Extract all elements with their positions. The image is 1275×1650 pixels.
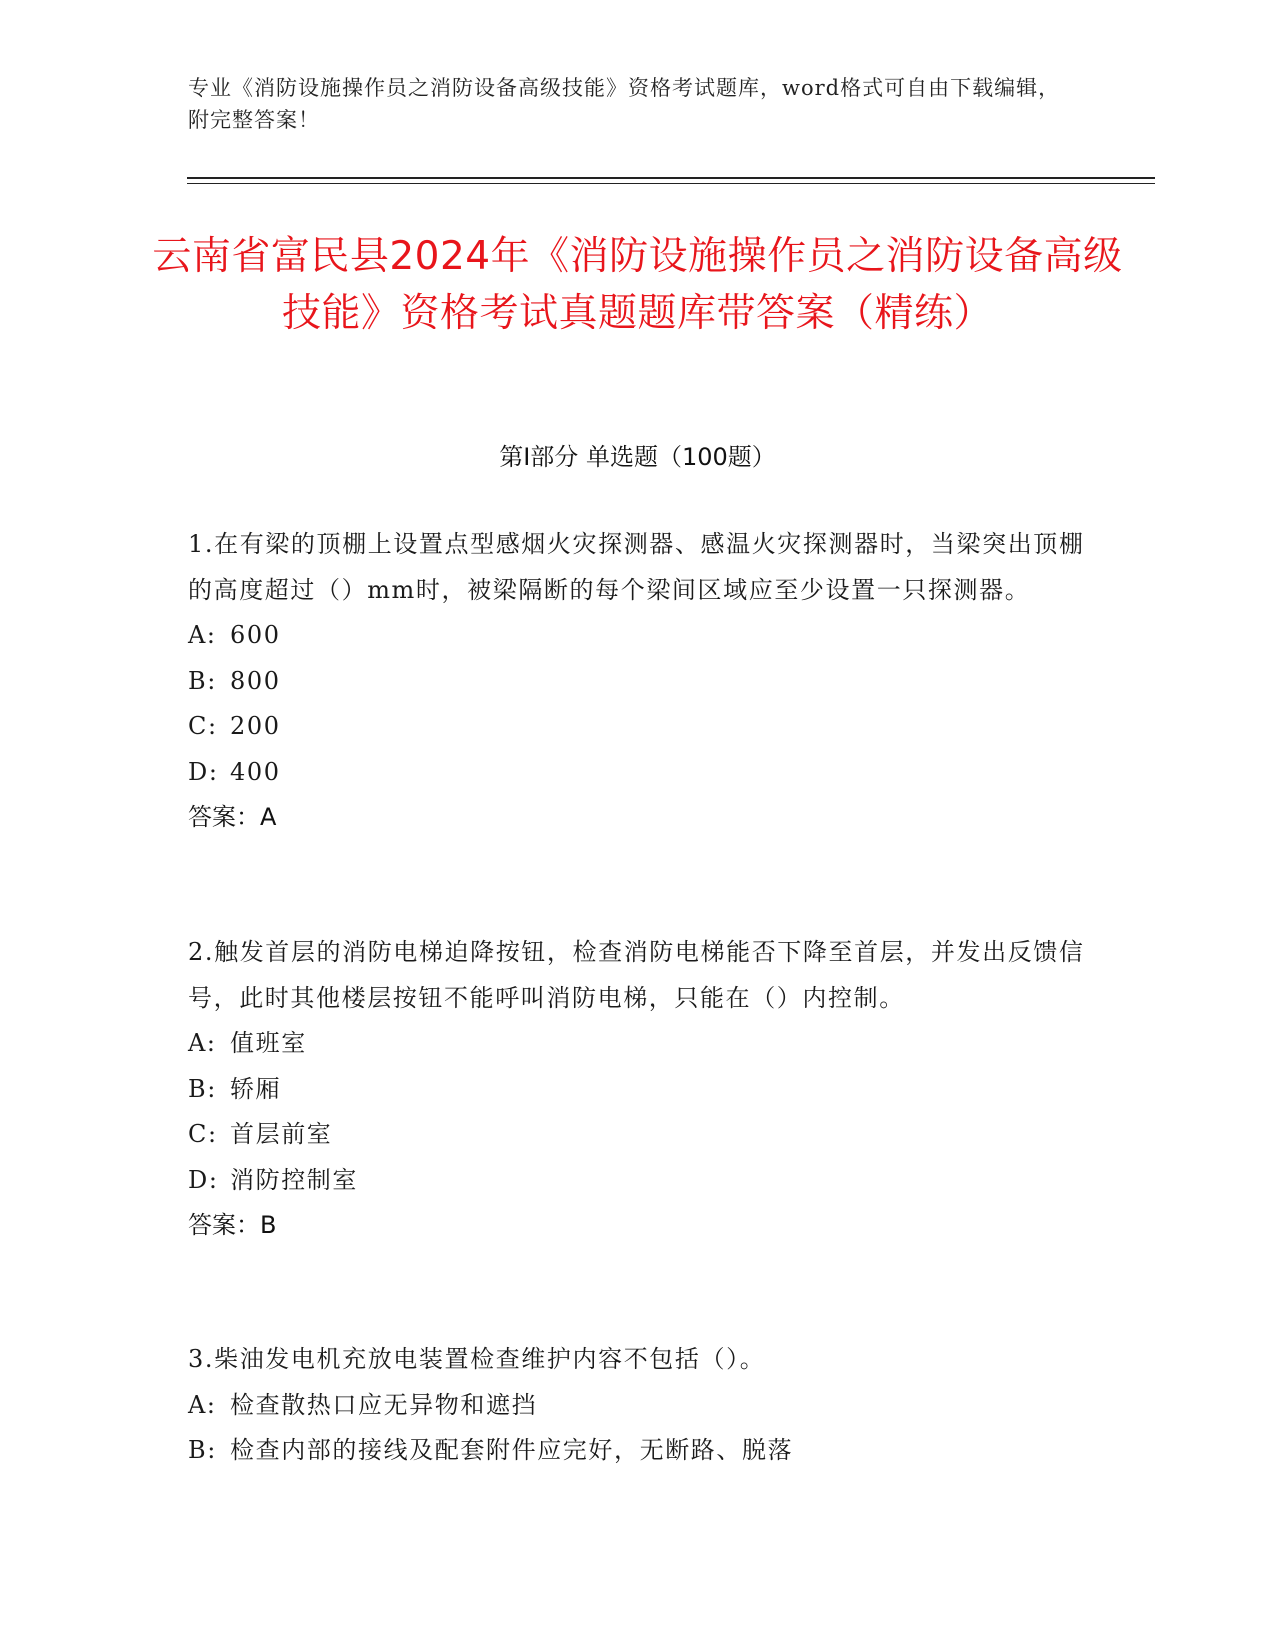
option-d [188,1158,1088,1204]
header-rule-thick [187,177,1155,179]
header-rule-thin [187,183,1155,184]
option-text: 值班室 [230,1029,307,1057]
option-b [188,659,1088,705]
option-key: B: [188,666,217,695]
option-a [188,1021,1088,1067]
header-note: 专业《消防设施操作员之消防设备高级技能》资格考试题库，word格式可自由下载编辑，附完整答案！ [188,76,1061,132]
question-3 [188,1337,1088,1474]
question-stem: 3.柴油发电机充放电装置检查维护内容不包括（）。 [188,1345,766,1373]
option-text: 检查散热口应无异物和遮挡 [230,1390,538,1419]
option-text: 轿厢 [230,1074,282,1103]
question-stem: 2.触发首层的消防电梯迫降按钮，检查消防电梯能否下降至首层，并发出反馈信号，此时其他楼层按钮不能呼叫消防电梯，只能在（）内控制。 [188,938,1085,1012]
document-title: 云南省富民县2024年《消防设施操作员之消防设备高级技能》资格考试真题题库带答案（精练） [152,234,1123,336]
option-text: 400 [230,757,281,786]
option-key: C: [188,712,218,740]
option-text: 200 [230,712,281,740]
option-text: 首层前室 [230,1120,333,1148]
question-1 [188,522,1088,841]
option-text: 消防控制室 [230,1165,358,1194]
option-key: B: [188,1074,217,1103]
option-c [188,1112,1088,1158]
option-key: D: [188,757,219,786]
option-key: A: [188,621,217,649]
option-a [188,1383,1088,1429]
option-text: 800 [230,666,281,695]
option-key: D: [188,1165,219,1194]
option-b [188,1067,1088,1113]
option-a [188,613,1088,659]
option-key: A: [188,1390,217,1419]
option-key: C: [188,1120,218,1148]
question-2 [188,930,1088,1249]
option-text: 检查内部的接线及配套附件应完好，无断路、脱落 [230,1436,794,1464]
option-d [188,750,1088,796]
option-key: B: [188,1436,217,1464]
answer-line: 答案：A [188,803,277,831]
question-stem: 1.在有梁的顶棚上设置点型感烟火灾探测器、感温火灾探测器时，当梁突出顶棚的高度超过（）mm时，被梁隔断的每个梁间区域应至少设置一只探测器。 [188,530,1085,604]
option-key: A: [188,1029,217,1057]
section-title: 第I部分 单选题（100题） [499,443,776,471]
option-text: 600 [230,621,281,649]
answer-line: 答案：B [188,1211,277,1239]
option-c [188,704,1088,750]
option-b [188,1428,1088,1474]
